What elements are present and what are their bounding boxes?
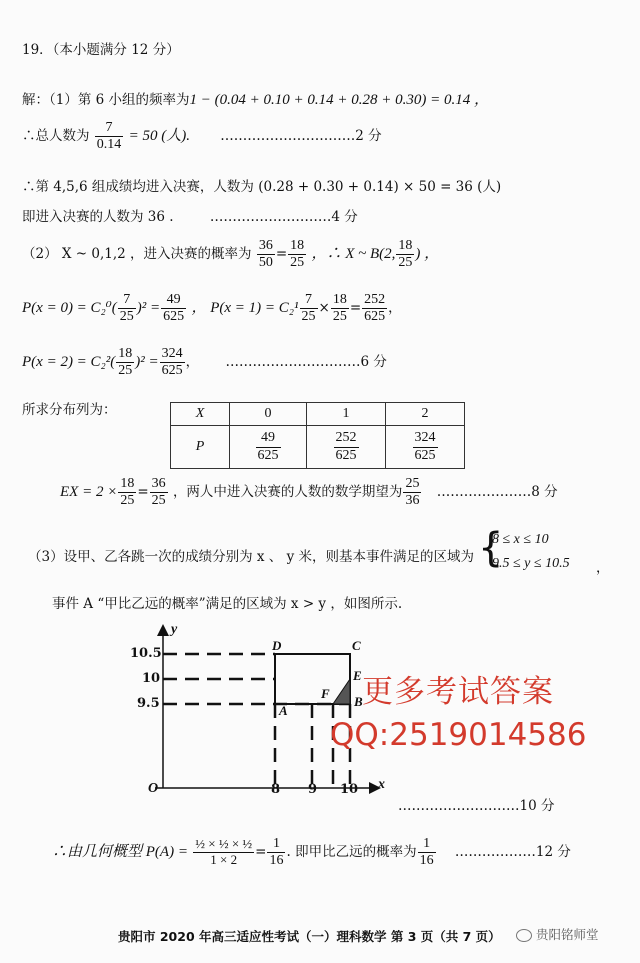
watermark-line2: QQ:2519014586 [330, 717, 587, 753]
geometric-fraction: $\frac{\text{½ × ½ × ½}}{1 \times 2}$ [195, 836, 253, 868]
probability-result: $\frac{1}{16}$ [269, 836, 284, 869]
px0-fraction-2: $\frac{49}{625}$ [163, 292, 185, 325]
x-tick-9: 9 [308, 782, 318, 797]
score-8: …………………8 分 [436, 484, 558, 501]
shaded-region [333, 679, 350, 704]
p-x2-line: P(x = 2) = C₂²( $\frac{18}{25}$ )² = $\frac{324}{625}$ ， …………………………6 分 [22, 346, 387, 379]
part2-intro: （2） X ~ 0,1,2 ，进入决赛的概率为 $\frac{36}{50}$ = $\frac{18}{25}$ ，∴ X ~ B(2, $\frac{18}{25}$ ) ， [22, 238, 440, 271]
binomial-fraction: $\frac{18}{25}$ [398, 238, 413, 271]
conclusion-line: ∴由几何概型 P(A) = $\frac{\text{½ × ½ × ½}}{1 \times 2}$ = $\frac{1}{16}$ . 即甲比乙远的概率为 $\frac{1}{16}$ ………………12 分 [52, 836, 571, 869]
table-cell-p2: $\frac{324}{625}$ [386, 426, 465, 469]
ex-fraction-1: $\frac{18}{25}$ [120, 476, 135, 509]
brand-label: 贵阳铭师堂 [516, 925, 599, 943]
part1-line2-suffix: = 50 (人). [128, 128, 190, 145]
table-header-x: X [171, 403, 230, 426]
point-a-label: A [279, 703, 288, 718]
px0-fraction-1: $\frac{7}{25}$ [119, 292, 134, 325]
brace-icon: { [478, 525, 504, 571]
origin-label: O [148, 781, 159, 796]
score-12: ………………12 分 [454, 844, 571, 861]
ex-fraction-2: $\frac{36}{25}$ [151, 476, 166, 509]
px2-fraction-1: $\frac{18}{25}$ [118, 346, 133, 379]
score-10: ………………………10 分 [398, 798, 555, 814]
point-f-label: F [321, 686, 330, 701]
part1-line1-math: 1 − (0.04 + 0.10 + 0.14 + 0.28 + 0.30) = 0.14 ， [189, 92, 489, 108]
p-x0-line: P(x = 0) = C₂⁰( $\frac{7}{25}$ )² = $\frac{49}{625}$ ， P(x = 1) = C₂¹ $\frac{7}{25}$ × $\frac{18}{25}$ = $\frac{252}{625}$ ， [22, 292, 402, 325]
table-cell-p0: $\frac{49}{625}$ [230, 426, 307, 469]
table-header-1: 1 [307, 403, 386, 426]
part1-line1-prefix: 解：（1）第 6 小组的频率为 [22, 92, 190, 108]
part1-line4-text: 即进入决赛的人数为 36 . [22, 209, 174, 225]
y-tick-10: 10 [142, 671, 161, 686]
point-c-label: C [352, 638, 361, 653]
final-probability: $\frac{1}{16}$ [419, 836, 434, 869]
score-2: …………………………2 分 [220, 128, 382, 145]
table-row-label: P [171, 426, 230, 469]
total-fraction: $\frac{7}{0.14}$ [96, 120, 122, 153]
y-tick-10.5: 10.5 [130, 646, 162, 661]
px1-fraction-3: $\frac{252}{625}$ [364, 292, 386, 325]
x-tick-8: 8 [271, 782, 281, 797]
score-4: ………………………4 分 [209, 209, 358, 225]
table-header-0: 0 [230, 403, 307, 426]
condition-2: 9.5 ≤ y ≤ 10.5 [492, 556, 570, 571]
px1-fraction-2: $\frac{18}{25}$ [332, 292, 347, 325]
x-tick-10: 10 [340, 782, 359, 797]
table-header-2: 2 [386, 403, 465, 426]
prob-fraction-1: $\frac{36}{50}$ [258, 238, 273, 271]
table-cell-p1: $\frac{252}{625}$ [307, 426, 386, 469]
distribution-label: 所求分布列为： [22, 402, 117, 418]
watermark-line1: 更多考试答案 [362, 674, 554, 710]
score-6: …………………………6 分 [225, 354, 387, 371]
y-axis-label: y [171, 622, 178, 637]
part1-line3: ∴第 4,5,6 组成绩均进入决赛，人数为 (0.28 + 0.30 + 0.14) × 50 = 36 (人) [22, 179, 502, 195]
binomial-text: ，∴ X ~ B(2, [311, 246, 396, 263]
px2-fraction-2: $\frac{324}{625}$ [161, 346, 183, 379]
part2-intro-prefix: （2） X ~ 0,1,2 ，进入决赛的概率为 [22, 246, 252, 263]
page-footer: 贵阳市 2020 年高三适应性考试（一）理科数学 第 3 页（共 7 页） [118, 929, 501, 944]
point-d-label: D [272, 638, 282, 653]
condition-1: 8 ≤ x ≤ 10 [492, 532, 549, 547]
x-axis-label: x [378, 777, 385, 792]
point-b-label: B [354, 694, 363, 709]
condition-end: ， [596, 560, 610, 576]
problem-title: 19．（本小题满分 12 分） [22, 42, 180, 58]
part3-line2: 事件 A “甲比乙远的概率”满足的区域为 x > y ，如图所示. [52, 596, 403, 612]
part1-line2-prefix: ∴总人数为 [22, 128, 90, 145]
ex-fraction-3: $\frac{25}{36}$ [405, 476, 420, 509]
wechat-icon [516, 929, 532, 942]
part3-line1: （3）设甲、乙各跳一次的成绩分别为 x 、 y 米，则基本事件满足的区域为 [28, 549, 474, 565]
point-e-label: E [353, 668, 362, 683]
y-tick-9.5: 9.5 [137, 696, 160, 711]
expectation-line: EX = 2 × $\frac{18}{25}$ = $\frac{36}{25}$ ，两人中进入决赛的人数的数学期望为 $\frac{25}{36}$ …………………8 分 [60, 476, 558, 509]
px1-fraction-1: $\frac{7}{25}$ [301, 292, 316, 325]
prob-fraction-2: $\frac{18}{25}$ [290, 238, 305, 271]
